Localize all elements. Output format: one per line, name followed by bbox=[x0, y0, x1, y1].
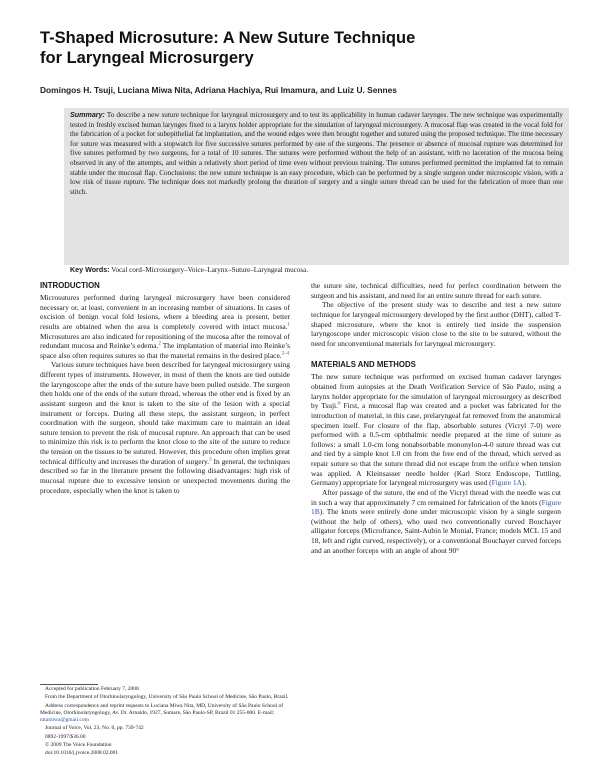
intro-paragraph-1: Microsutures performed during laryngeal microsurgery have been considered necessary or, at least, convenient in an increasing number of situations. In cases of excision of benign vocal fold lesions, where a bleeding area is present, better results are obtained when the area is completely covered with intact mucosa.$^1$ Microsutures are also indicated for repositioning of the mucosa after the removal of redundant mucosa and Reinke’s edema.$^2$ The implantation of material into Reinke’s space also often requires sutures so that the material remains in the desired place.$^{2-4}$ bbox=[40, 293, 290, 360]
citation-link[interactable]: 3 bbox=[209, 457, 212, 463]
keywords-text: Vocal cord–Microsurgery–Voice–Larynx–Suture–Laryngeal mucosa. bbox=[109, 266, 309, 274]
figure-link[interactable]: Figure 1B bbox=[311, 497, 561, 517]
title-line-2: for Laryngeal Microsurgery bbox=[40, 49, 254, 67]
introduction-heading: INTRODUCTION bbox=[40, 281, 100, 290]
footnote-divider bbox=[40, 684, 98, 685]
methods-heading: MATERIALS AND METHODS bbox=[311, 360, 416, 370]
citation-link[interactable]: 1 bbox=[287, 322, 290, 328]
title-line-1: T-Shaped Microsuture: A New Suture Technique bbox=[40, 29, 416, 47]
footnotes bbox=[40, 686, 290, 759]
author-list: Domingos H. Tsuji, Luciana Miwa Nita, Adriana Hachiya, Rui Imamura, and Luiz U. Sennes bbox=[40, 85, 397, 95]
accepted-note: Accepted for publication February 7, 2008. bbox=[45, 686, 141, 692]
copyright: © 2009 The Voice Foundation bbox=[45, 742, 112, 749]
figure-link[interactable]: Figure 1A bbox=[491, 478, 522, 488]
abstract-box bbox=[64, 108, 569, 265]
article-title bbox=[40, 28, 570, 68]
doi: doi:10.1016/j.jvoice.2008.02.001 bbox=[45, 750, 119, 757]
abstract-label: Summary: bbox=[70, 111, 105, 119]
correspondence-note: Address correspondence and reprint requests to Luciana Miwa Nita, MD, University of São Paulo School of Medicine, Otorhinolaryngology, Av. Dr. Arnaldo, 1927, Sumare, São Paulo-SP, Brazil 01 255-000. E-mail: nitamiwa@gmail.com bbox=[40, 702, 284, 724]
journal-info: Journal of Voice, Vol. 23, No. 6, pp. 739-742 bbox=[45, 725, 144, 732]
intro-paragraph-2: Various suture techniques have been described for laryngeal microsurgery using different types of instruments. However, in most of them the knots are tied outside the laryngoscope after the ends of the suture have been pulled outside. The surgeon then holds one of the ends of the suture thread, whereas the other end is fixed by an assistant surgeon and the knot is taken to the site of the lesion with a special instrument or forceps. During all these steps, the assistant surgeon, in perfect coordination with the surgeon, should take maximum care to maintain an ideal suture tension to prevent the risk of mucosal rupture. An approach that can be used to minimize this risk is to perform the knot close to the site of the suture to reduce the tension on the tissues to be sutured. However, this procedure often implies great technical difficulty and increases the duration of surgery.$^3$ In general, the techniques described so far in the literature present the following disadvantages: high risk of mucosal rupture due to excessive tension or unexpected movements during the procedure, especially when the knot is taken to bbox=[40, 360, 290, 495]
email-link[interactable]: nitamiwa@gmail.com bbox=[40, 717, 89, 724]
citation-link[interactable]: 6 bbox=[337, 401, 341, 407]
left-column bbox=[40, 281, 290, 495]
intro-paragraph-2-continued: the suture site, technical difficulties, need for perfect coordination between the surgeon and his assistant, and need for an entire suture thread for each suture. bbox=[311, 281, 561, 300]
keywords-label: Key Words: bbox=[70, 266, 110, 274]
methods-paragraph-2: After passage of the suture, the end of the Vicryl thread with the needle was cut in such a way that approximately 7 cm remained for fabrication of the knots (Figure 1B). The knots were entirely done under microscopic vision by a single surgeon (without the help of others), who used two conventionally curved Bouchayer alligator forceps (Microfrance, Saint-Aubin le Monial, France; models MCL 15 and 18, left and right curved, respectively), or a conventional Bouchayer curved forceps and an another forceps with an angle of about 90° bbox=[311, 487, 561, 555]
citation-link[interactable]: 2 bbox=[158, 341, 161, 347]
issn: 0892-1997/$36.00 bbox=[45, 733, 86, 740]
abstract-text: To describe a new suture technique for laryngeal microsurgery and to test its applicability in human cadaver larynges. The new technique was experimentally tested in freshly excised human larynges fixed to a larynx holder appropriate for the simulation of laryngeal microsurgery. A mucosal flap was created in the vocal fold for the fabrication of a pocket for subepithelial fat implantation, and the wound edges were then brought together and sutured using the proposed technique. The time necessary for suture was measured with a stopwatch for five successive sutures performed by one of the surgeons. The presence or absence of mucosal rupture was determined for five sutures performed by two surgeons, for a total of 10 sutures. The sutures were performed without the help of an assistant, with no laceration of the mucosa being observed in any of the attempts, and within a relatively short period of time even without previous training. The sutures performed permitted the implanted fat to remain stable under the mucosal flap. Conclusions: the new suture technique is an easy procedure, which can be performed by a single surgeon under microscopic vision, with a low risk of tissue rupture. The technique does not markedly prolong the duration of surgery and a single suture thread can be used for the fabrication of more than one stitch. bbox=[70, 111, 563, 196]
keywords-line bbox=[70, 266, 570, 274]
citation-link[interactable]: 2–4 bbox=[281, 351, 290, 357]
right-column bbox=[311, 281, 561, 555]
affiliation-note: From the Department of Otorhinolaryngology, University of São Paulo School of Medicine, São Paulo, Brazil. bbox=[45, 694, 289, 701]
methods-paragraph-1: The new suture technique was performed on excised human cadaver larynges obtained from autopsies at the Death Verification Service of São Paulo, using a larynx holder appropriate for the simulation of laryngeal microsurgery as described by Tsuji.$^6$ First, a mucosal flap was created and a pocket was fabricated for the introduction of material, in this case, prelaryngeal fat removed from the anatomical specimen itself. For closure of the flap, absorbable sutures (Vicryl 7-0) were performed with a 0.5-cm ophthalmic needle prepared at the time of suture as follows: a small 1.0-cm long nonabsorbable mononylon-4-0 suture thread was cut and tied by a simple knot 1.0 cm from the free end of the thread, which served as repair suture so that the suture thread did not escape from the orifice when tension was applied. A Kleinsasser needle holder (Karl Storz Endoscope, Tuttling, Germany) appropriate for laryngeal microsurgery was used (Figure 1A). bbox=[311, 372, 561, 488]
intro-paragraph-3: The objective of the present study was to describe and test a new suture technique for laryngeal microsurgery developed by the first author (DHT), called T-shaped microsuture, where the knot is entirely tied inside the suspension laryngoscope under microscopic vision close to the site to be sutured, without the need for unconventional materials for laryngeal microsurgery. bbox=[311, 300, 561, 348]
